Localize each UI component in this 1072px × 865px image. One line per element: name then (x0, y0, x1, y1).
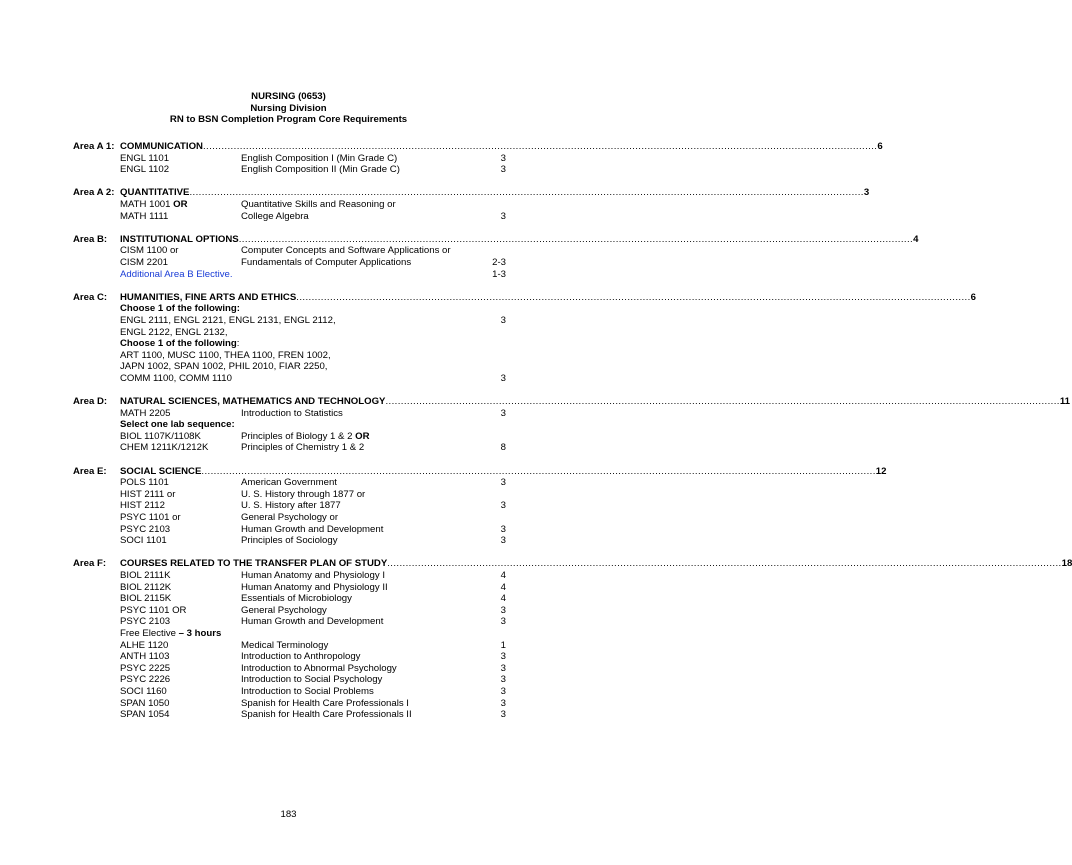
dot-leader: ............................................................................................................................................................................................................................ (385, 396, 1060, 408)
course-code-text: Free Elective (120, 627, 176, 639)
dot-leader: ............................................................................................................................................................................................................................ (201, 465, 876, 477)
course-title (241, 524, 383, 536)
emphasis-text: OR (355, 430, 370, 442)
dot-leader: ............................................................................................................................................................................................................................ (296, 291, 971, 303)
course-code-text: JAPN 1002, SPAN 1002, PHIL 2010, FIAR 2250, (120, 361, 328, 373)
course-code (120, 640, 168, 652)
credit-hours: 3 (500, 210, 506, 222)
dot-leader: ............................................................................................................................................................................................................................ (189, 187, 864, 199)
requirements-list (0, 141, 1072, 732)
course-row (0, 303, 577, 315)
course-title (241, 570, 385, 582)
course-row (0, 570, 577, 582)
area-section (0, 141, 883, 176)
course-code (120, 651, 169, 663)
course-row (0, 373, 577, 385)
area-title: COMMUNICATION (120, 141, 203, 152)
area-header (0, 465, 887, 478)
course-code-text: HIST 2112 (120, 500, 165, 512)
dot-leader: ............................................................................................................................................................................................................................ (238, 233, 914, 245)
course-title (241, 477, 337, 489)
area-header (0, 233, 919, 246)
course-title (241, 686, 374, 698)
course-row (0, 640, 577, 652)
area-section (0, 396, 1070, 454)
course-title-text: College Algebra (241, 210, 309, 222)
course-title (241, 164, 400, 176)
course-code-text: BIOL 2111K (120, 569, 171, 581)
course-code (120, 315, 336, 327)
division-name: Nursing Division (250, 102, 327, 114)
course-code-text: SOCI 1101 (120, 535, 167, 547)
course-title-text: General Psychology or (241, 512, 339, 523)
credit-hours: 3 (500, 662, 506, 674)
course-row (0, 628, 577, 640)
area-hours: 6 (970, 291, 976, 303)
area-title: HUMANITIES, FINE ARTS AND ETHICS (120, 291, 297, 303)
area-b-elective-link[interactable]: Additional Area B Elective. (120, 268, 233, 280)
area-title: NATURAL SCIENCES, MATHEMATICS AND TECHNOLOGY (120, 396, 386, 408)
course-title (241, 651, 360, 663)
course-code-text: POLS 1101 (120, 477, 169, 489)
course-code-text: MATH 2205 (120, 407, 171, 419)
course-code (120, 477, 169, 489)
course-code-text: SPAN 1054 (120, 709, 170, 721)
area-title: COURSES RELATED TO THE TRANSFER PLAN OF STUDY (120, 558, 388, 570)
area-hours: 3 (863, 187, 870, 199)
credit-hours: 3 (500, 164, 506, 176)
course-title-text: U. S. History through 1877 or (241, 488, 366, 500)
course-title-text: Principles of Chemistry 1 & 2 (241, 442, 365, 454)
course-code-text: PSYC 2103 (120, 616, 171, 628)
credit-hours: 4 (500, 569, 506, 581)
area-header (0, 187, 870, 199)
course-title-text: Introduction to Social Problems (241, 685, 374, 697)
course-row (0, 419, 577, 431)
course-code (120, 269, 233, 281)
course-code (120, 338, 239, 350)
area-title-line (120, 187, 870, 199)
course-code (120, 582, 171, 594)
course-code (120, 164, 169, 176)
course-title (241, 199, 396, 211)
area-section (0, 187, 870, 222)
course-row (0, 350, 577, 362)
area-label: Area A 2: (73, 187, 115, 199)
course-title (241, 640, 328, 652)
credit-hours: 3 (500, 685, 506, 697)
course-title (241, 442, 364, 454)
area-label: Area C: (73, 291, 108, 303)
course-code-text: ANTH 1103 (120, 651, 170, 663)
area-title: QUANTITATIVE (120, 187, 190, 199)
course-code-text: Select one lab sequence: (120, 419, 235, 431)
course-title-text: Essentials of Microbiology (241, 593, 352, 605)
course-code-text: BIOL 2115K (120, 593, 172, 605)
area-label: Area D: (73, 396, 108, 408)
course-title (241, 674, 382, 686)
course-code-text: CHEM 1211K/1212K (120, 442, 209, 454)
area-section (0, 291, 976, 385)
course-title (241, 616, 383, 628)
course-code-text: PSYC 2226 (120, 674, 171, 686)
course-title (241, 593, 352, 605)
course-code (120, 524, 170, 536)
course-row (0, 500, 577, 512)
course-row (0, 269, 577, 281)
area-header (0, 141, 883, 153)
course-code (120, 419, 235, 431)
course-code (120, 570, 171, 582)
course-row (0, 651, 577, 663)
area-header (0, 291, 976, 304)
course-row (0, 211, 577, 223)
area-title-line (120, 558, 1072, 570)
course-title-text: Human Anatomy and Physiology II (241, 581, 388, 593)
course-code (120, 361, 327, 373)
course-title-text: Introduction to Anthropology (241, 651, 361, 663)
course-code (120, 686, 167, 698)
course-title (241, 535, 338, 547)
course-code-text: PSYC 2103 (120, 523, 171, 535)
course-code (120, 628, 221, 640)
course-title (241, 698, 409, 710)
course-code (120, 663, 170, 675)
emphasis-text: OR (173, 198, 188, 210)
course-code-text: ALHE 1120 (120, 639, 169, 651)
area-label: Area F: (73, 558, 107, 570)
course-row (0, 489, 577, 501)
course-code (120, 535, 167, 547)
course-title (241, 431, 370, 443)
area-title-line (120, 396, 1070, 408)
course-title-text: English Composition I (Min Grade C) (241, 152, 398, 164)
course-code (120, 303, 240, 315)
course-title (241, 489, 365, 501)
course-code (120, 605, 186, 617)
course-row (0, 153, 577, 165)
area-header (0, 396, 1070, 408)
area-hours: 11 (1059, 396, 1070, 408)
course-title-text: Introduction to Social Psychology (241, 674, 383, 686)
course-code (120, 211, 168, 223)
course-title-text: Introduction to Abnormal Psychology (241, 662, 397, 674)
credit-hours: 3 (500, 523, 506, 535)
course-code-text: BIOL 1107K/1108K (120, 430, 201, 442)
course-code-text: ART 1100, MUSC 1100, THEA 1100, FREN 1002, (120, 349, 331, 361)
credit-hours: 3 (500, 604, 506, 616)
course-row (0, 361, 577, 373)
credit-hours: 3 (500, 651, 506, 663)
credit-hours: 3 (500, 616, 506, 628)
area-label: Area E: (73, 465, 107, 477)
area-label: Area A 1: (73, 141, 115, 152)
course-code (120, 709, 169, 721)
credit-hours: 3 (500, 407, 506, 419)
course-code (120, 257, 168, 269)
course-row (0, 477, 577, 489)
course-code (120, 408, 170, 420)
area-label: Area B: (73, 233, 108, 245)
credit-hours: 1-3 (492, 268, 506, 280)
credit-hours: 3 (500, 314, 506, 326)
course-row (0, 315, 577, 327)
course-code-text: ENGL 1101 (120, 152, 170, 164)
dot-leader: ............................................................................................................................................................................................................................ (387, 558, 1062, 570)
course-code (120, 616, 170, 628)
course-row (0, 338, 577, 350)
course-title (241, 257, 411, 269)
page-number: 183 (280, 809, 297, 820)
credit-hours: 3 (500, 477, 506, 489)
course-row (0, 512, 577, 524)
course-title-text: Fundamentals of Computer Applications (241, 256, 412, 268)
emphasis-text: – 3 hours (178, 627, 222, 639)
course-row (0, 257, 577, 269)
area-section (0, 233, 919, 280)
course-code-text: CISM 1100 or (120, 245, 179, 257)
course-code-text: Choose 1 of the following: (120, 303, 240, 315)
credit-hours: 2-3 (492, 256, 506, 268)
course-code-text: SOCI 1160 (120, 685, 167, 697)
course-code (120, 199, 188, 211)
credit-hours: 8 (500, 442, 506, 454)
course-title-text: Spanish for Health Care Professionals II (241, 709, 412, 721)
area-title-line (120, 233, 919, 246)
course-code (120, 327, 228, 339)
dot-leader: ............................................................................................................................................................................................................................ (202, 141, 878, 152)
course-code (120, 512, 181, 524)
requirements-title: RN to BSN Completion Program Core Requirements (169, 114, 408, 126)
course-title-text: English Composition II (Min Grade C) (241, 164, 400, 176)
course-title (241, 153, 397, 165)
course-row (0, 582, 577, 594)
course-code-text: MATH 1111 (120, 210, 169, 222)
credit-hours: 3 (500, 697, 506, 709)
course-row (0, 674, 577, 686)
course-code-text: MATH 1001 (120, 198, 171, 210)
credit-hours: 3 (500, 152, 506, 164)
course-title-text: Introduction to Statistics (241, 407, 343, 419)
course-title-text: Human Growth and Development (241, 616, 384, 628)
course-code-text: PSYC 1101 OR (120, 604, 187, 616)
course-title-text: Quantitative Skills and Reasoning or (241, 198, 396, 210)
course-code (120, 674, 170, 686)
course-row (0, 442, 577, 454)
area-title-line (120, 291, 976, 304)
course-code-text: COMM 1100, COMM 1110 (120, 372, 232, 384)
course-row (0, 245, 577, 257)
area-hours: 18 (1061, 558, 1072, 570)
area-section (0, 465, 887, 547)
course-code (120, 153, 169, 165)
course-code-text: SPAN 1050 (120, 697, 170, 709)
course-code (120, 500, 165, 512)
program-heading (0, 91, 577, 126)
credit-hours: 3 (500, 674, 506, 686)
suffix-text: : (236, 338, 240, 350)
area-title-line (120, 465, 887, 478)
course-code-text: Choose 1 of the following (120, 338, 237, 350)
course-code (120, 593, 171, 605)
course-title-text: American Government (241, 477, 337, 489)
course-title-text: Computer Concepts and Software Applications or (241, 245, 451, 257)
course-row (0, 616, 577, 628)
course-title (241, 709, 412, 721)
course-row (0, 164, 577, 176)
course-row (0, 524, 577, 536)
area-title-line (120, 141, 883, 153)
course-title (241, 512, 338, 524)
course-row (0, 698, 577, 710)
course-row (0, 593, 577, 605)
credit-hours: 1 (500, 639, 506, 651)
course-code-text: PSYC 2225 (120, 662, 171, 674)
area-hours: 12 (875, 465, 887, 477)
course-code-text: PSYC 1101 or (120, 512, 181, 523)
area-section (0, 558, 1072, 721)
course-row (0, 408, 577, 420)
course-row (0, 327, 577, 339)
course-code-text: BIOL 2112K (120, 581, 172, 593)
course-title-text: Principles of Sociology (241, 535, 338, 547)
course-code (120, 245, 178, 257)
course-code (120, 442, 208, 454)
credit-hours: 4 (500, 593, 506, 605)
credit-hours: 3 (500, 535, 506, 547)
course-code (120, 698, 169, 710)
course-title-text: General Psychology (241, 604, 327, 616)
course-title (241, 582, 388, 594)
course-title-text: Human Anatomy and Physiology I (241, 569, 385, 581)
course-row (0, 605, 577, 617)
course-row (0, 431, 577, 443)
course-title-text: Spanish for Health Care Professionals I (241, 697, 409, 709)
credit-hours: 3 (500, 500, 506, 512)
area-title: INSTITUTIONAL OPTIONS (120, 233, 239, 245)
program-title: NURSING (0653) (251, 91, 326, 102)
course-code (120, 489, 175, 501)
course-code-text: ENGL 1102 (120, 164, 170, 176)
credit-hours: 4 (500, 581, 506, 593)
course-title-text: Principles of Biology 1 & 2 (241, 430, 353, 442)
area-title: SOCIAL SCIENCE (120, 465, 202, 477)
credit-hours: 3 (500, 709, 506, 721)
course-code-text: HIST 2111 or (120, 488, 176, 500)
course-title (241, 211, 309, 223)
course-row (0, 663, 577, 675)
area-hours: 6 (877, 141, 883, 152)
course-row (0, 686, 577, 698)
course-title (241, 245, 451, 257)
course-title (241, 605, 327, 617)
course-code (120, 350, 331, 362)
course-code (120, 373, 232, 385)
course-code (120, 431, 201, 443)
course-code-text: CISM 2201 (120, 256, 168, 268)
area-header (0, 558, 1072, 570)
course-title (241, 663, 397, 675)
course-title-text: Human Growth and Development (241, 523, 384, 535)
course-title-text: Medical Terminology (241, 639, 329, 651)
credit-hours: 3 (500, 372, 506, 384)
course-title (241, 500, 341, 512)
course-row (0, 535, 577, 547)
area-hours: 4 (913, 233, 919, 245)
course-title-text: U. S. History after 1877 (241, 500, 341, 512)
course-title (241, 408, 343, 420)
course-row (0, 199, 577, 211)
course-code-text: ENGL 2111, ENGL 2121, ENGL 2131, ENGL 2112, (120, 314, 336, 326)
course-row (0, 709, 577, 721)
course-code-text: ENGL 2122, ENGL 2132, (120, 326, 228, 338)
